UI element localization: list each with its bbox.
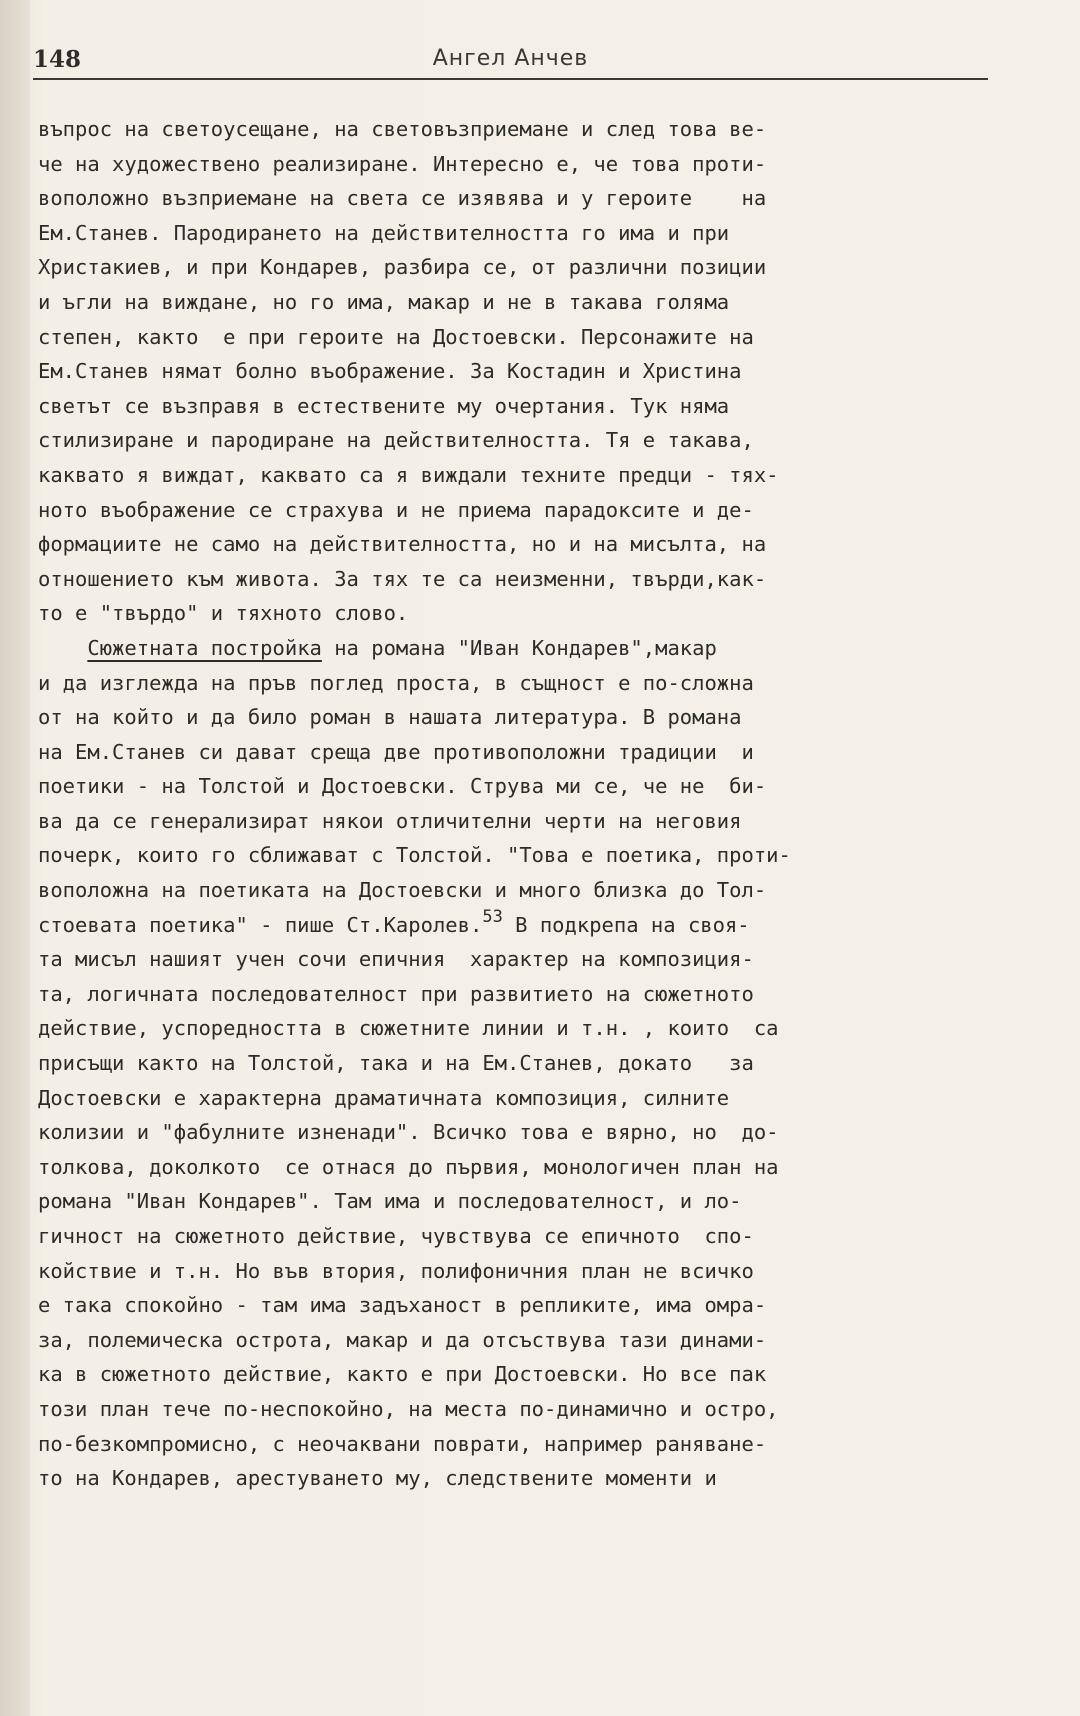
text-line (38, 423, 998, 458)
text-line (38, 1288, 998, 1323)
line-text: въпрос на светоусещане, на световъзприемане и след това ве- (38, 117, 767, 141)
footnote-reference: 53 (482, 906, 503, 927)
text-line (38, 666, 998, 701)
line-text: на романа "Иван Кондарев",макар (321, 635, 717, 660)
text-line (38, 908, 998, 943)
text-line (38, 1115, 998, 1150)
line-text: е така спокойно - там има задъханост в репликите, има омра- (38, 1293, 767, 1318)
line-text: Ем.Станев. Пародирането на действителността го има и при (38, 220, 730, 245)
text-line (38, 631, 998, 666)
text-line (38, 1461, 998, 1496)
line-text: Христакиев, и при Кондарев, разбира се, от различни позиции (38, 255, 767, 280)
text-line (38, 596, 998, 631)
text-line (38, 216, 998, 251)
line-text: стилизиране и пародиране на действителността. Тя е такава, (38, 428, 754, 453)
line-text: на Ем.Станев си дават среща две противоположни традиции и (38, 739, 754, 764)
line-text: степен, както е при героите на Достоевски. Персонажите на (38, 324, 754, 349)
text-line (38, 1427, 998, 1462)
text-line (38, 354, 998, 389)
text-line (38, 1046, 998, 1081)
line-text: действие, успоредността в сюжетните линии и т.н. , които са (38, 1016, 779, 1041)
paragraph-indent (38, 636, 87, 660)
text-line (38, 1323, 998, 1358)
line-text: романа "Иван Кондарев". Там има и последователност, и ло- (38, 1189, 742, 1214)
line-text: за, полемическа острота, макар и да отсъствува тази динами- (38, 1327, 767, 1352)
text-line (38, 181, 998, 216)
line-text: че на художествено реализиране. Интересно е, че това проти- (38, 151, 767, 176)
text-line (38, 562, 998, 597)
text-line (38, 735, 998, 770)
text-line (38, 285, 998, 320)
line-text: формациите не само на действителността, но и на мисълта, на (38, 532, 767, 557)
text-line (38, 493, 998, 528)
text-line (38, 1357, 998, 1392)
text-line (38, 1184, 998, 1219)
text-line (38, 977, 998, 1012)
line-text: почерк, които го сближават с Толстой. "Това е поетика, проти- (38, 843, 791, 868)
text-line (38, 1219, 998, 1254)
text-line (38, 1081, 998, 1116)
line-text: колизии и "фабулните изненади". Всичко това е вярно, но до- (38, 1120, 779, 1145)
line-text: толкова, доколкото се отнася до първия, монологичен план на (38, 1154, 779, 1179)
line-text: то на Кондарев, арестуването му, следствените моменти и (38, 1466, 717, 1491)
line-text: ва да се генерализират някои отличителни черти на неговия (38, 808, 742, 833)
text-line (38, 769, 998, 804)
line-text: то е "твърдо" и тяхното слово. (38, 601, 409, 626)
text-line (38, 112, 998, 147)
text-line (38, 458, 998, 493)
line-text: от на който и да било роман в нашата литература. В романа (38, 705, 742, 730)
text-line (38, 804, 998, 839)
text-line (38, 1150, 998, 1185)
text-line (38, 389, 998, 424)
line-text: та мисъл нашият учен сочи епичния характер на композиция- (38, 947, 754, 972)
line-text: поетики - на Толстой и Достоевски. Струва ми се, че не би- (38, 774, 767, 799)
line-text: този план тече по-неспокойно, на места по-динамично и остро, (38, 1396, 779, 1421)
line-text: ка в сюжетното действие, както е при Достоевски. Но все пак (38, 1362, 767, 1387)
line-text: и ъгли на виждане, но го има, макар и не в такава голяма (38, 289, 730, 314)
line-text: та, логичната последователност при развитието на сюжетното (38, 981, 754, 1006)
line-text: стоевата поетика" - пише Ст.Каролев. (38, 912, 483, 937)
underlined-phrase: Сюжетната постройка (87, 635, 322, 660)
page-number: 148 (33, 46, 82, 73)
text-line (38, 320, 998, 355)
text-line (38, 1392, 998, 1427)
line-text: койствие и т.н. Но във втория, полифоничния план не всичко (38, 1258, 754, 1283)
page-header (33, 44, 988, 80)
text-line (38, 147, 998, 182)
page-binding-shadow (0, 0, 30, 1716)
text-line (38, 1254, 998, 1289)
line-text: светът се възправя в естествените му очертания. Тук няма (38, 393, 730, 418)
line-text: присъщи както на Толстой, така и на Ем.Станев, докато за (38, 1051, 754, 1076)
running-head-author: Ангел Анчев (432, 46, 589, 71)
line-text: воположна на поетиката на Достоевски и много близка до Тол- (38, 878, 767, 903)
line-text: ното въображение се страхува и не приема парадоксите и де- (38, 497, 754, 522)
line-text: каквато я виждат, каквато са я виждали техните предци - тях- (38, 462, 779, 487)
line-text: Достоевски е характерна драматичната композиция, силните (38, 1085, 730, 1110)
line-text-continued: В подкрепа на своя- (502, 912, 750, 937)
line-text: по-безкомпромисно, с неочаквани поврати, например раняване- (38, 1431, 767, 1456)
line-text: Ем.Станев нямат болно въображение. За Костадин и Христина (38, 359, 742, 384)
text-line (38, 873, 998, 908)
line-text: и да изглежда на пръв поглед проста, в същност е по-сложна (38, 670, 754, 695)
body-text (38, 112, 998, 1496)
text-line (38, 250, 998, 285)
text-line (38, 527, 998, 562)
line-text: воположно възприемане на света се изявява и у героите на (38, 186, 767, 211)
text-line (38, 700, 998, 735)
text-line (38, 838, 998, 873)
text-line (38, 1011, 998, 1046)
line-text: отношението към живота. За тях те са неизменни, твърди,как- (38, 566, 767, 591)
text-line (38, 942, 998, 977)
line-text: гичност на сюжетното действие, чувствува се епичното спо- (38, 1224, 754, 1248)
